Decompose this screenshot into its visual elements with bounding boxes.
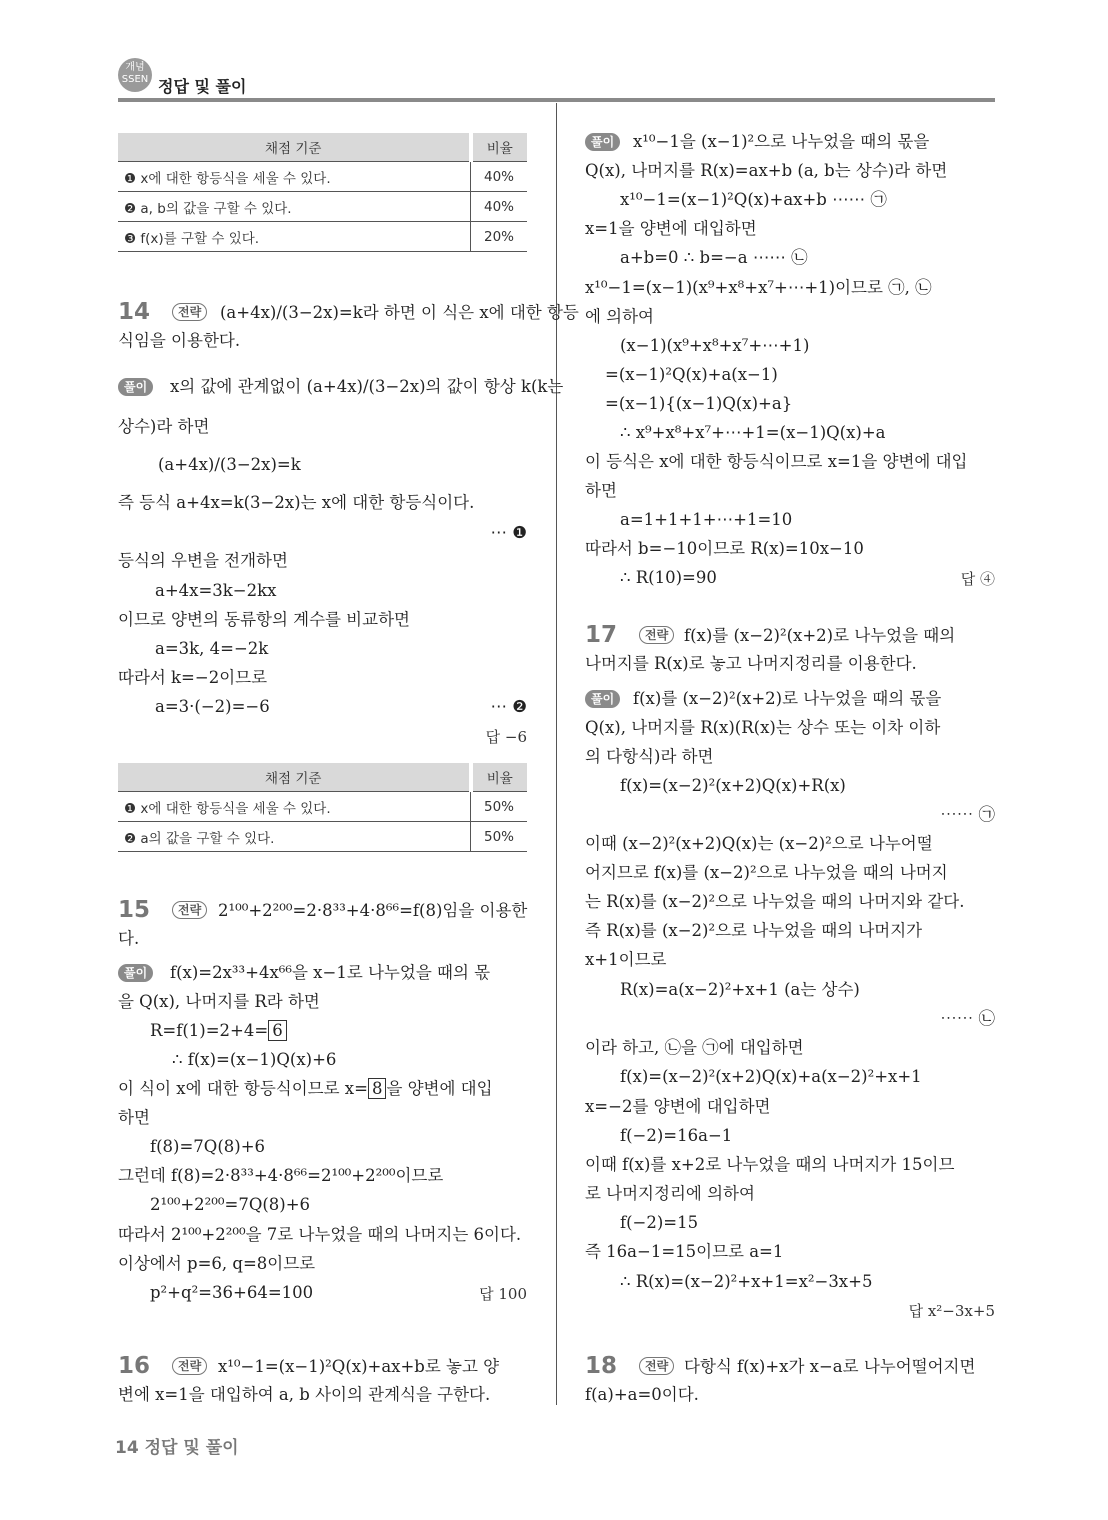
- solution-line: ∴ x⁹+x⁸+x⁷+⋯+1=(x−1)Q(x)+a: [620, 423, 886, 442]
- criterion: ❸ f(x)를 구할 수 있다.: [118, 222, 471, 252]
- solution-line: 즉 등식 a+4x=k(3−2x)는 x에 대한 항등식이다.: [118, 493, 475, 512]
- text-run: 을 양변에 대입: [386, 1079, 493, 1098]
- solution-line: x=1을 양변에 대입하면: [585, 219, 757, 238]
- solution-line: 따라서 2¹⁰⁰+2²⁰⁰을 7로 나누었을 때의 나머지는 6이다.: [118, 1225, 522, 1244]
- criterion: ❶ x에 대한 항등식을 세울 수 있다.: [118, 792, 471, 822]
- answer-label: 답 x²−3x+5: [908, 1302, 995, 1320]
- solution-line: 을 Q(x), 나머지를 R라 하면: [118, 992, 320, 1011]
- solution-line: ∴ R(10)=90: [620, 568, 717, 587]
- solution-line: 즉 16a−1=15이므로 a=1: [585, 1242, 784, 1261]
- strategy-text: 다.: [118, 929, 140, 948]
- solution-tag: 풀이: [585, 133, 620, 151]
- footer-title: 정답 및 풀이: [144, 1438, 239, 1458]
- text-run: 이 식이 x에 대한 항등식이므로 x=: [118, 1079, 368, 1098]
- solution-tag: 풀이: [118, 964, 153, 982]
- ratio: 20%: [471, 222, 528, 252]
- strategy-text: 식임을 이용한다.: [118, 331, 241, 350]
- table-row: [118, 162, 527, 192]
- solution-line: ⋯ ❶: [490, 523, 527, 542]
- table-row: [118, 192, 527, 222]
- strategy-text: f(a)+a=0이다.: [585, 1385, 699, 1404]
- solution-line: x¹⁰−1=(x−1)(x⁹+x⁸+x⁷+⋯+1)이므로 ㉠, ㉡: [585, 278, 932, 297]
- solution-line: f(x)=(x−2)²(x+2)Q(x)+R(x): [620, 776, 846, 795]
- strategy-text: 다항식 f(x)+x가 x−a로 나누어떨어지면: [684, 1357, 976, 1376]
- solution-line: (a+4x)/(3−2x)=k: [158, 455, 301, 474]
- ratio: 50%: [471, 792, 528, 822]
- solution-line: p²+q²=36+64=100: [150, 1283, 314, 1302]
- strategy-text: (a+4x)/(3−2x)=k라 하면 이 식은 x에 대한 항등: [220, 303, 579, 322]
- problem-number: 15: [118, 897, 151, 923]
- solution-line: x=−2를 양변에 대입하면: [585, 1097, 771, 1116]
- ratio: 40%: [471, 162, 528, 192]
- solution-line: a+4x=3k−2kx: [155, 581, 277, 600]
- criterion: ❶ x에 대한 항등식을 세울 수 있다.: [118, 162, 471, 192]
- grading-table-2: [118, 763, 527, 852]
- solution-line: 는 R(x)를 (x−2)²으로 나누었을 때의 나머지와 같다.: [585, 892, 965, 911]
- ratio: 50%: [471, 822, 528, 852]
- table-header: 비율: [471, 763, 528, 792]
- solution-line: ⋯ ❷: [490, 697, 527, 716]
- solution-line: =(x−1){(x−1)Q(x)+a}: [605, 394, 793, 413]
- strategy-text: 2¹⁰⁰+2²⁰⁰=2·8³³+4·8⁶⁶=f(8)임을 이용한: [218, 901, 528, 920]
- answer-label: 답 100: [479, 1285, 527, 1303]
- problem-number: 17: [585, 622, 618, 648]
- solution-line: a=3k, 4=−2k: [155, 639, 269, 658]
- solution-line: a=3·(−2)=−6: [155, 697, 270, 716]
- column-divider: [556, 103, 557, 1405]
- text-run: R=f(1)=2+4=: [150, 1021, 269, 1040]
- solution-line: f(x)=(x−2)²(x+2)Q(x)+a(x−2)²+x+1: [620, 1067, 922, 1086]
- solution-line: 이 등식은 x에 대한 항등식이므로 x=1을 양변에 대입: [585, 452, 968, 471]
- header-rule: [118, 98, 995, 102]
- solution-line: 상수)라 하면: [118, 417, 210, 436]
- solution-line: 이때 (x−2)²(x+2)Q(x)는 (x−2)²으로 나누어떨: [585, 834, 933, 853]
- strategy-tag: 전략: [172, 303, 207, 321]
- solution-line: 그런데 f(8)=2·8³³+4·8⁶⁶=2¹⁰⁰+2²⁰⁰이므로: [118, 1166, 444, 1185]
- solution-line: 따라서 k=−2이므로: [118, 668, 268, 687]
- strategy-text: 나머지를 R(x)로 놓고 나머지정리를 이용한다.: [585, 654, 917, 673]
- strategy-text: 변에 x=1을 대입하여 a, b 사이의 관계식을 구한다.: [118, 1385, 491, 1404]
- solution-line: f(8)=7Q(8)+6: [150, 1137, 266, 1156]
- solution-line: x¹⁰−1을 (x−1)²으로 나누었을 때의 몫을: [633, 132, 930, 151]
- solution-line: 로 나머지정리에 의하여: [585, 1184, 755, 1203]
- solution-line: ∴ R(x)=(x−2)²+x+1=x²−3x+5: [620, 1272, 873, 1291]
- answer-label: 답 ④: [960, 570, 995, 588]
- solution-line: f(x)를 (x−2)²(x+2)로 나누었을 때의 몫을: [633, 689, 942, 708]
- solution-tag: 풀이: [585, 690, 620, 708]
- solution-line: ⋯⋯ ㉡: [940, 1009, 995, 1028]
- solution-line: ⋯⋯ ㉠: [940, 805, 995, 824]
- solution-line: 2¹⁰⁰+2²⁰⁰=7Q(8)+6: [150, 1195, 311, 1214]
- solution-line: x¹⁰−1=(x−1)²Q(x)+ax+b ⋯⋯ ㉠: [620, 190, 887, 209]
- table-header: 채점 기준: [118, 133, 471, 162]
- solution-line: Q(x), 나머지를 R(x)(R(x)는 상수 또는 이차 이하: [585, 718, 941, 737]
- table-header: 채점 기준: [118, 763, 471, 792]
- page-footer: [115, 1433, 239, 1458]
- solution-line: x의 값에 관계없이 (a+4x)/(3−2x)의 값이 항상 k(k는: [170, 377, 564, 396]
- criterion: ❷ a, b의 값을 구할 수 있다.: [118, 192, 471, 222]
- solution-line: =(x−1)²Q(x)+a(x−1): [605, 365, 778, 384]
- solution-line: [150, 1020, 287, 1042]
- solution-line: 어지므로 f(x)를 (x−2)²으로 나누었을 때의 나머지: [585, 863, 948, 882]
- solution-line: x+1이므로: [585, 950, 667, 969]
- answer-label: 답 −6: [485, 728, 527, 746]
- answer-box: 8: [368, 1078, 387, 1099]
- solution-line: a=1+1+1+⋯+1=10: [620, 510, 793, 529]
- solution-line: R(x)=a(x−2)²+x+1 (a는 상수): [620, 980, 860, 999]
- page-number: 14: [115, 1438, 139, 1458]
- criterion: ❷ a의 값을 구할 수 있다.: [118, 822, 471, 852]
- solution-line: 하면: [118, 1108, 150, 1127]
- solution-line: 이때 f(x)를 x+2로 나누었을 때의 나머지가 15이므: [585, 1155, 955, 1174]
- solution-tag: 풀이: [118, 378, 153, 396]
- grading-table-1: [118, 133, 527, 252]
- solution-line: Q(x), 나머지를 R(x)=ax+b (a, b는 상수)라 하면: [585, 161, 948, 180]
- solution-line: 등식의 우변을 전개하면: [118, 551, 288, 570]
- table-row: [118, 792, 527, 822]
- solution-line: f(x)=2x³³+4x⁶⁶을 x−1로 나누었을 때의 몫: [170, 963, 491, 982]
- solution-line: 의 다항식)라 하면: [585, 747, 714, 766]
- solution-line: 이상에서 p=6, q=8이므로: [118, 1254, 316, 1273]
- solution-line: 즉 R(x)를 (x−2)²으로 나누었을 때의 나머지가: [585, 921, 923, 940]
- strategy-text: x¹⁰−1=(x−1)²Q(x)+ax+b로 놓고 양: [218, 1357, 500, 1376]
- strategy-tag: 전략: [639, 1357, 674, 1375]
- strategy-tag: 전략: [172, 1357, 207, 1375]
- strategy-text: f(x)를 (x−2)²(x+2)로 나누었을 때의: [684, 626, 956, 645]
- solution-line: f(−2)=16a−1: [620, 1126, 733, 1145]
- solution-line: a+b=0 ∴ b=−a ⋯⋯ ㉡: [620, 248, 808, 267]
- problem-number: 14: [118, 299, 151, 325]
- logo-text-bottom: SSEN: [121, 74, 149, 85]
- solution-line: 에 의하여: [585, 307, 655, 326]
- solution-line: [118, 1078, 493, 1100]
- solution-line: 따라서 b=−10이므로 R(x)=10x−10: [585, 539, 864, 558]
- logo-text-top: 개념: [125, 62, 145, 73]
- problem-number: 18: [585, 1353, 618, 1379]
- solution-line: ∴ f(x)=(x−1)Q(x)+6: [172, 1050, 337, 1069]
- strategy-tag: 전략: [639, 626, 674, 644]
- solution-line: f(−2)=15: [620, 1213, 699, 1232]
- solution-line: 이라 하고, ㉡을 ㉠에 대입하면: [585, 1038, 804, 1057]
- brand-logo: [118, 58, 152, 92]
- problem-number: 16: [118, 1353, 151, 1379]
- ratio: 40%: [471, 192, 528, 222]
- table-header: 비율: [471, 133, 528, 162]
- answer-box: 6: [268, 1020, 287, 1041]
- solution-line: (x−1)(x⁹+x⁸+x⁷+⋯+1): [620, 336, 810, 355]
- strategy-tag: 전략: [172, 901, 207, 919]
- solution-line: 이므로 양변의 동류항의 계수를 비교하면: [118, 610, 410, 629]
- page-title: 정답 및 풀이: [158, 77, 247, 96]
- table-row: [118, 822, 527, 852]
- solution-line: 하면: [585, 481, 617, 500]
- table-row: [118, 222, 527, 252]
